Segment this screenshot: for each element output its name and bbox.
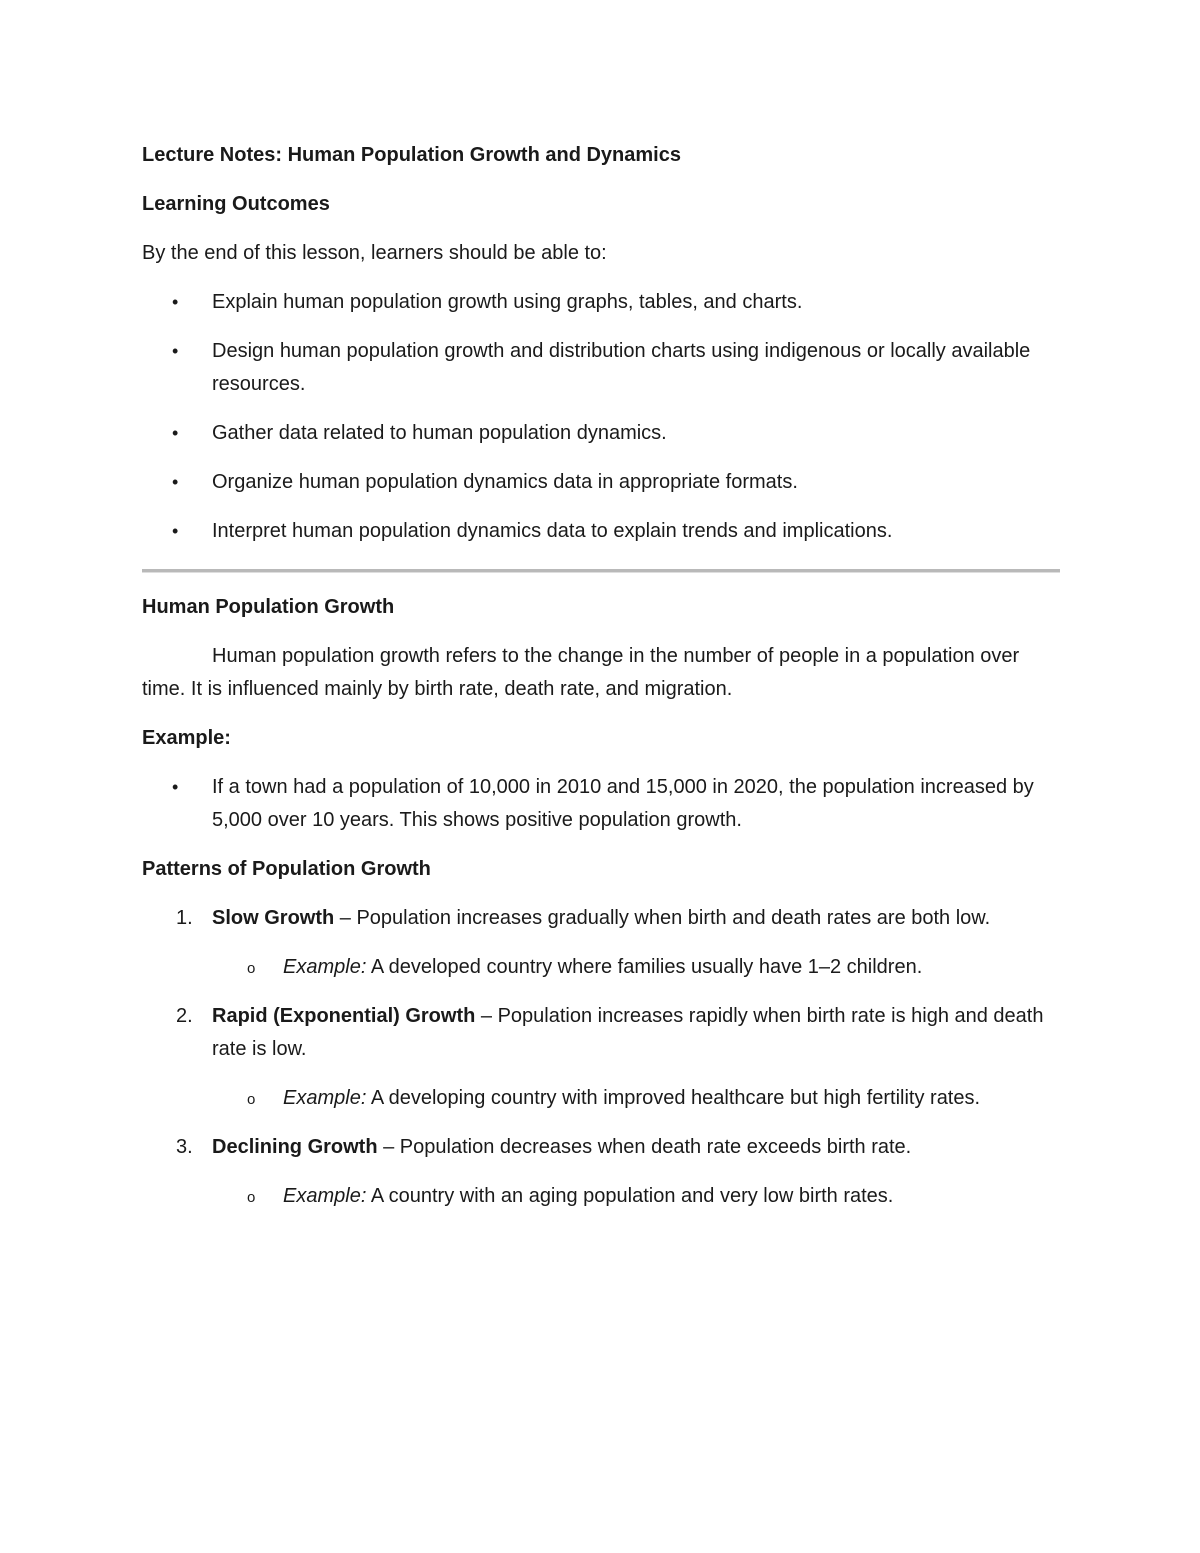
growth-heading: Human Population Growth: [142, 596, 395, 618]
example-list: [142, 771, 1060, 837]
list-item-text: Gather data related to human population dynamics.: [212, 422, 667, 444]
pattern-term: Rapid (Exponential) Growth: [212, 1005, 476, 1027]
item-number: 1.: [176, 907, 193, 929]
circle-bullet-icon: o: [247, 1091, 256, 1108]
list-item: [142, 515, 1060, 548]
list-item: [142, 771, 1060, 837]
circle-bullet-icon: o: [247, 1189, 256, 1206]
pattern-example: [142, 951, 1060, 984]
list-item: [142, 466, 1060, 499]
pattern-description: – Population increases gradually when birth and death rates are both low.: [334, 907, 991, 929]
pattern-example: [142, 1082, 1060, 1115]
list-item-text: If a town had a population of 10,000 in 2010 and 15,000 in 2020, the population increased by 5,000 over 10 years. This shows positive population growth.: [212, 776, 1034, 831]
pattern-item: [142, 1000, 1060, 1066]
patterns-list: [142, 902, 1060, 1213]
example-heading: Example:: [142, 727, 231, 749]
bullet-icon: •: [172, 341, 179, 361]
pattern-item: [142, 902, 1060, 935]
list-item: [142, 286, 1060, 319]
list-item-text: Design human population growth and distribution charts using indigenous or locally available resources.: [212, 340, 1031, 395]
pattern-term: Declining Growth: [212, 1136, 378, 1158]
bullet-icon: •: [172, 521, 179, 541]
learning-outcomes-heading: Learning Outcomes: [142, 193, 330, 215]
list-item-text: Organize human population dynamics data in appropriate formats.: [212, 471, 798, 493]
circle-bullet-icon: o: [247, 960, 256, 977]
list-item: [142, 417, 1060, 450]
bullet-icon: •: [172, 777, 179, 797]
item-number: 3.: [176, 1136, 193, 1158]
bullet-icon: •: [172, 472, 179, 492]
list-item-text: Explain human population growth using graphs, tables, and charts.: [212, 291, 803, 313]
pattern-description: – Population increases rapidly when birth rate is high and death rate is low.: [212, 1005, 1044, 1060]
example-text: A developing country with improved healthcare but high fertility rates.: [366, 1087, 981, 1109]
bullet-icon: •: [172, 292, 179, 312]
bullet-icon: •: [172, 423, 179, 443]
horizontal-divider: [142, 569, 1060, 573]
list-item-text: Interpret human population dynamics data to explain trends and implications.: [212, 520, 893, 542]
document-page: [142, 139, 1060, 1229]
pattern-example: [142, 1180, 1060, 1213]
pattern-description: – Population decreases when death rate exceeds birth rate.: [377, 1136, 912, 1158]
example-label: Example:: [283, 1185, 367, 1207]
pattern-term: Slow Growth: [212, 907, 335, 929]
patterns-heading: Patterns of Population Growth: [142, 858, 431, 880]
example-label: Example:: [283, 956, 367, 978]
example-text: A country with an aging population and very low birth rates.: [366, 1185, 894, 1207]
learning-outcomes-list: [142, 286, 1060, 548]
list-item: [142, 335, 1060, 401]
pattern-item: [142, 1131, 1060, 1164]
document-title: Lecture Notes: Human Population Growth and Dynamics: [142, 144, 681, 166]
item-number: 2.: [176, 1005, 193, 1027]
example-label: Example:: [283, 1087, 367, 1109]
growth-paragraph: Human population growth refers to the change in the number of people in a population over time. It is influenced mainly by birth rate, death rate, and migration.: [142, 645, 1020, 700]
learning-outcomes-intro: By the end of this lesson, learners should be able to:: [142, 242, 607, 264]
example-text: A developed country where families usually have 1–2 children.: [366, 956, 923, 978]
